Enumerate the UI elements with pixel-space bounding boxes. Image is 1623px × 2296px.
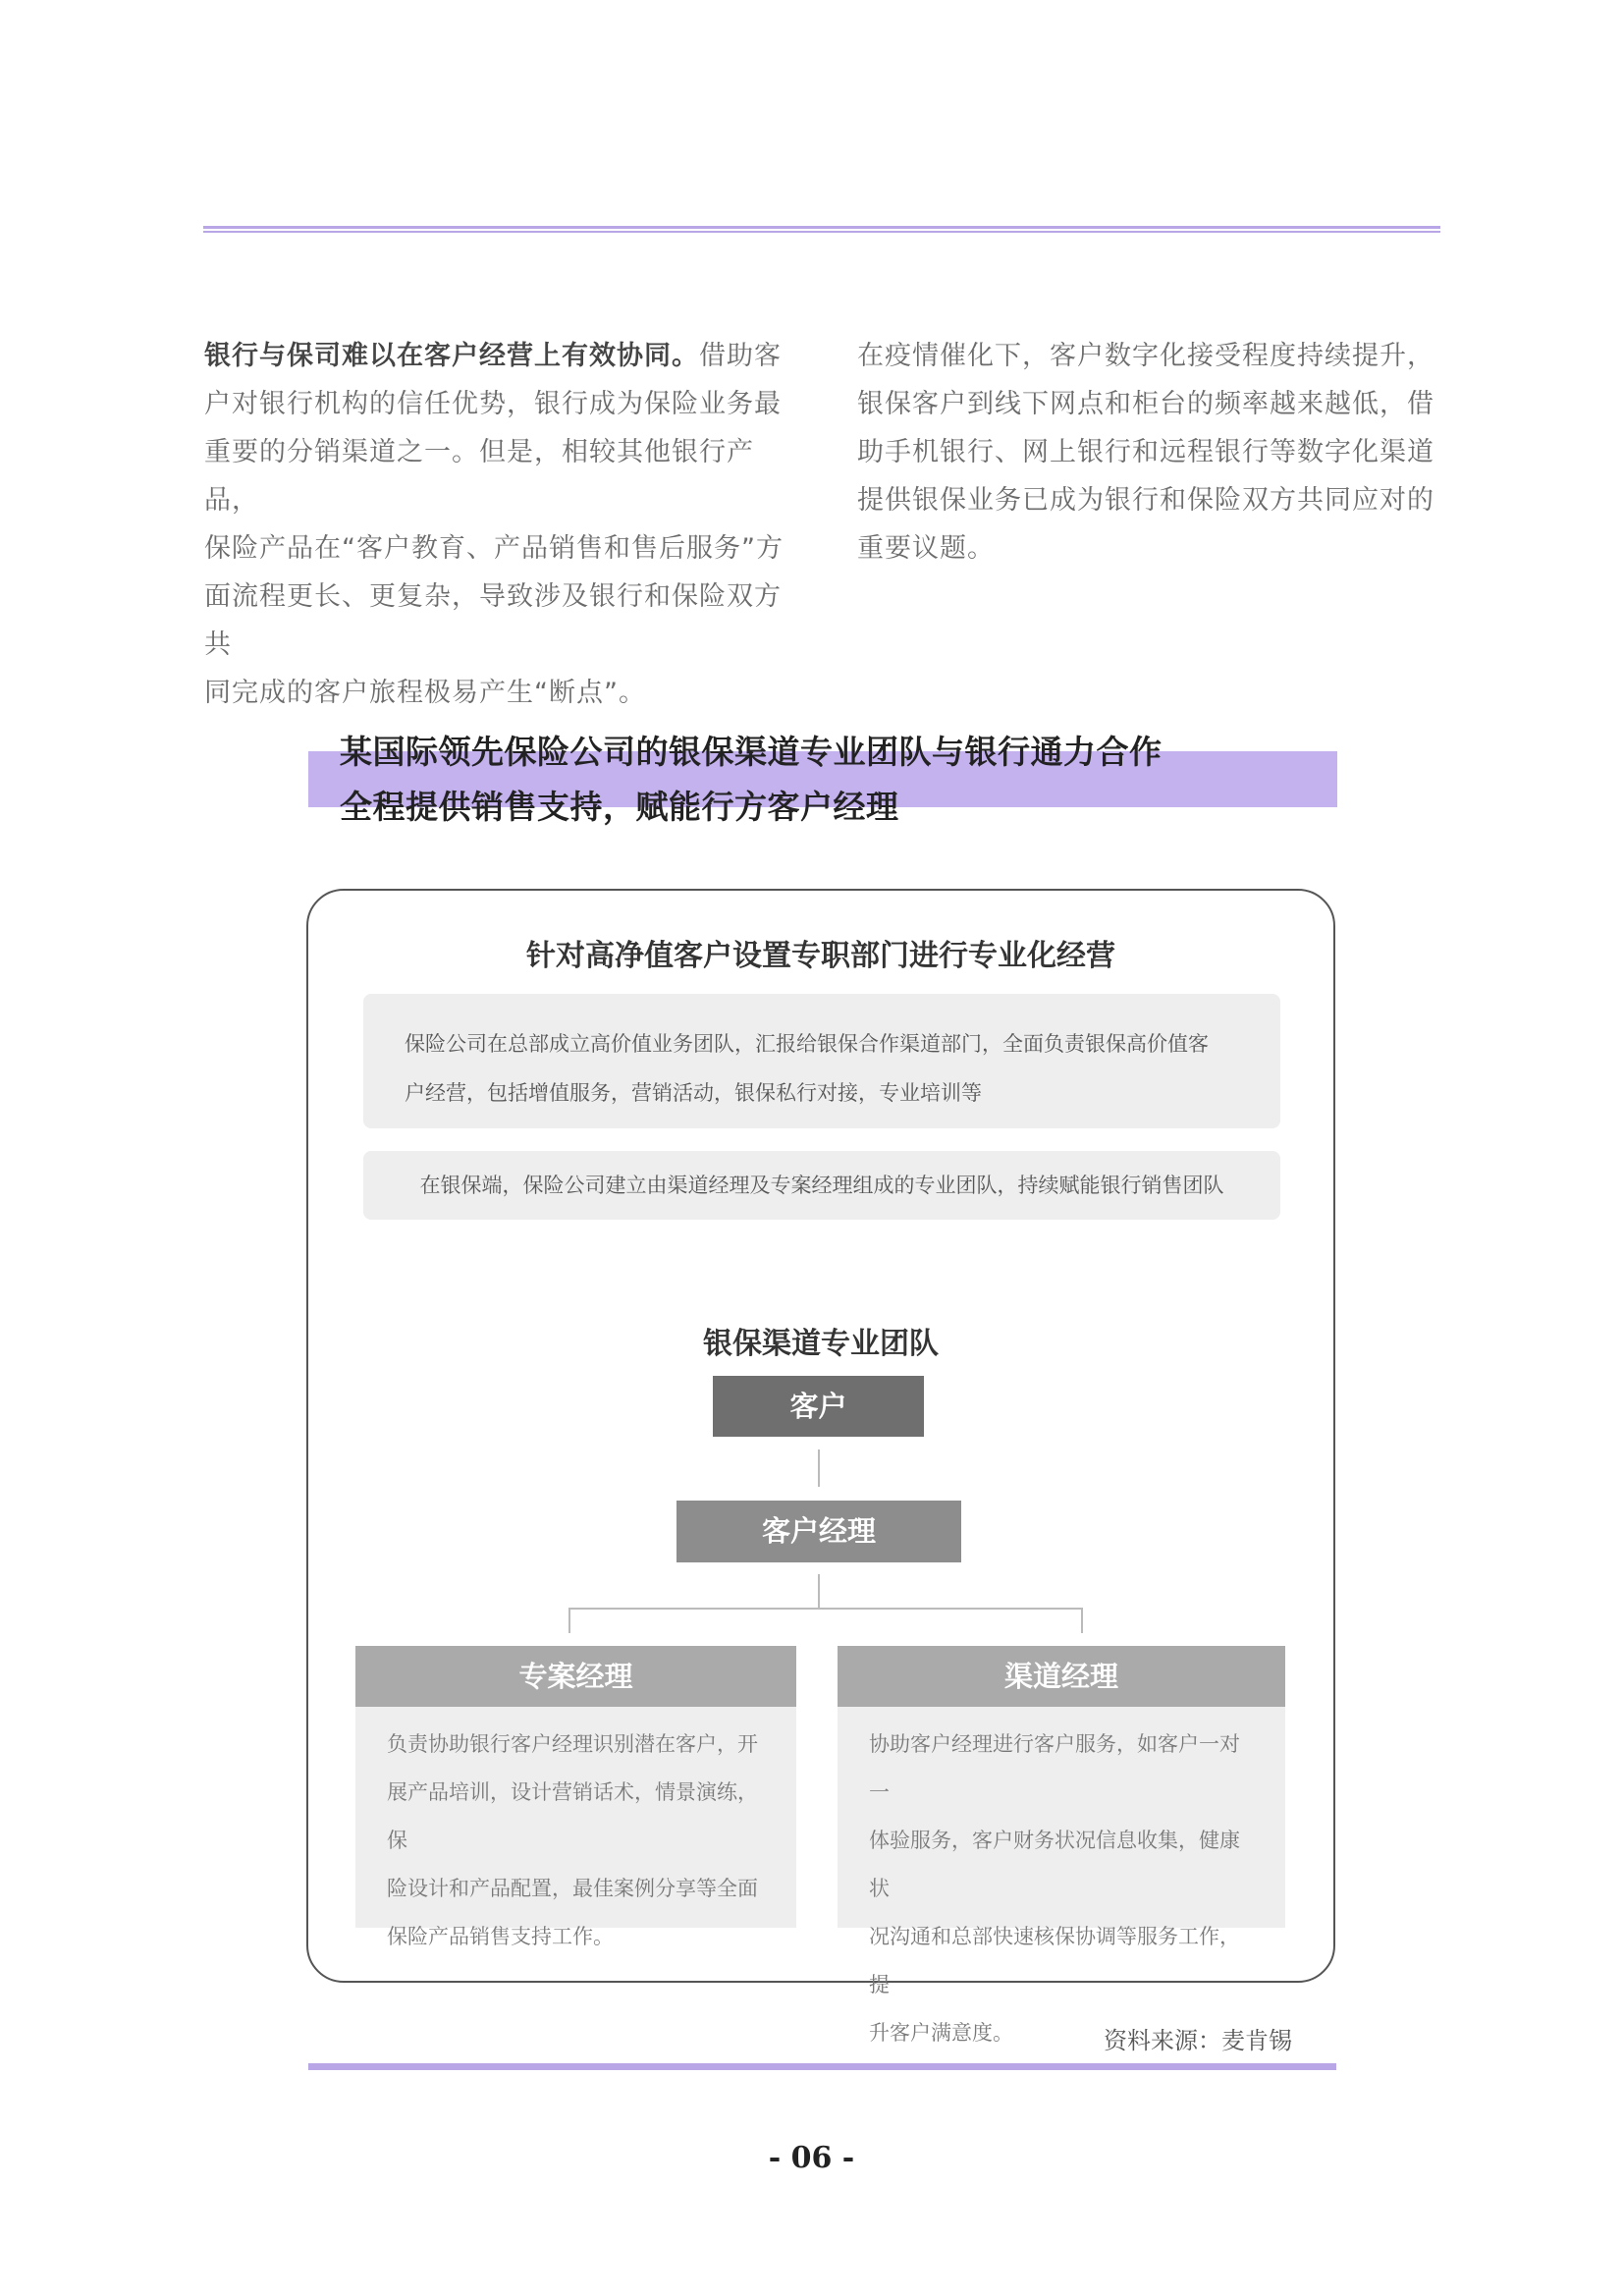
intro-left-line-3: 重要的分销渠道之一。但是，相较其他银行产品， (204, 437, 754, 516)
project-manager-line-2: 展产品培训，设计营销话术，情景演练，保 (387, 1780, 758, 1852)
info-box-hq-team-line-2: 户经营，包括增值服务，营销活动，银保私行对接，专业培训等 (405, 1081, 982, 1105)
intro-left-line-6: 同完成的客户旅程极易产生“断点”。 (204, 678, 646, 708)
connector-customer-manager (818, 1449, 820, 1487)
intro-left-line-2: 户对银行机构的信任优势，银行成为保险业务最 (204, 389, 782, 419)
top-rule-line-2 (203, 231, 1440, 233)
intro-left-line-4: 保险产品在“客户教育、产品销售和售后服务”方 (204, 533, 784, 564)
intro-right-line-1: 在疫情催化下，客户数字化接受程度持续提升， (857, 341, 1434, 371)
connector-right-drop (1081, 1608, 1083, 1633)
channel-manager-line-2: 体验服务，客户财务状况信息收集，健康状 (869, 1829, 1240, 1900)
intro-left-line-1-rest: 借助客 (699, 341, 782, 371)
intro-right-line-5: 重要议题。 (857, 533, 995, 564)
bottom-rule (308, 2063, 1336, 2070)
info-box-hq-team (363, 994, 1280, 1128)
info-box-bank-side: 在银保端，保险公司建立由渠道经理及专案经理组成的专业团队，持续赋能银行销售团队 (363, 1151, 1280, 1220)
org-card-project-manager-title: 专案经理 (355, 1646, 796, 1707)
intro-left-line-1 (204, 332, 793, 380)
connector-manager-down (818, 1574, 820, 1608)
project-manager-line-4: 保险产品销售支持工作。 (387, 1925, 614, 1948)
channel-manager-line-1: 协助客户经理进行客户服务，如客户一对一 (869, 1732, 1240, 1804)
info-box-hq-team-line-1: 保险公司在总部成立高价值业务团队，汇报给银保合作渠道部门，全面负责银保高价值客 (405, 1032, 1209, 1056)
top-rule-line-1 (203, 226, 1440, 229)
intro-right-column (857, 332, 1446, 573)
project-manager-line-3: 险设计和产品配置，最佳案例分享等全面 (387, 1877, 758, 1900)
intro-right-line-4: 提供银保业务已成为银行和保险双方共同应对的 (857, 485, 1434, 516)
intro-right-line-2: 银保客户到线下网点和柜台的频率越来越低，借 (857, 389, 1434, 419)
intro-right-line-3: 助手机银行、网上银行和远程银行等数字化渠道 (857, 437, 1434, 467)
top-rule (203, 226, 1440, 234)
channel-manager-line-3: 况沟通和总部快速核保协调等服务工作，提 (869, 1925, 1240, 1996)
headline (340, 725, 1163, 835)
connector-left-drop (568, 1608, 570, 1633)
intro-left-bold: 银行与保司难以在客户经营上有效协同。 (204, 341, 699, 371)
org-card-channel-manager-title: 渠道经理 (838, 1646, 1285, 1707)
headline-line-2: 全程提供销售支持，赋能行方客户经理 (340, 788, 899, 826)
intro-left-line-5: 面流程更长、更复杂，导致涉及银行和保险双方共 (204, 581, 782, 660)
connector-horizontal (568, 1608, 1083, 1610)
org-chart-title: 银保渠道专业团队 (703, 1327, 939, 1361)
headline-line-1: 某国际领先保险公司的银保渠道专业团队与银行通力合作 (340, 733, 1163, 771)
source-note: 资料来源：麦肯锡 (1104, 2027, 1292, 2054)
frame-title: 针对高净值客户设置专职部门进行专业化经营 (526, 939, 1115, 973)
project-manager-line-1: 负责协助银行客户经理识别潜在客户，开 (387, 1732, 758, 1756)
page-number: - 06 - (768, 2141, 855, 2175)
org-node-customer-manager: 客户经理 (676, 1501, 961, 1562)
channel-manager-line-4: 升客户满意度。 (869, 2021, 1013, 2045)
intro-left-column (204, 332, 793, 717)
org-node-customer: 客户 (713, 1376, 924, 1437)
org-card-project-manager-body (355, 1707, 796, 1948)
